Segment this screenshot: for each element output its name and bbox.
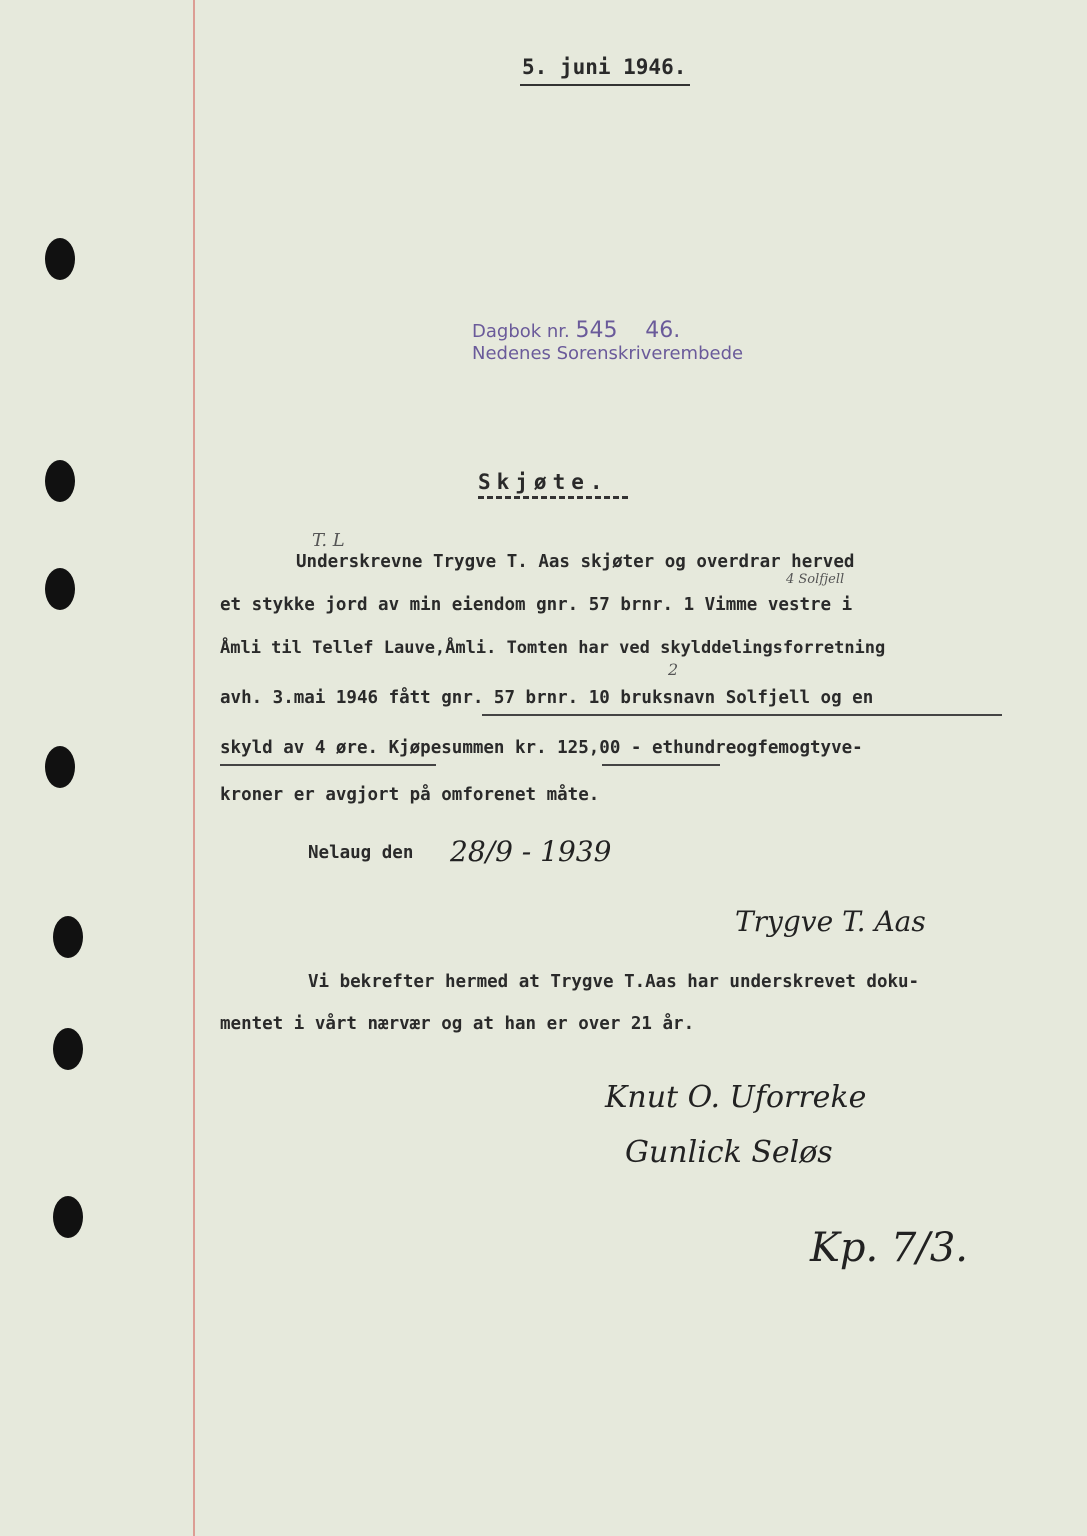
header-date: 5. juni 1946.	[522, 55, 687, 79]
underline-mark	[220, 764, 436, 766]
punch-hole	[45, 460, 75, 502]
witness-line: mentet i vårt nærvær og at han er over 21 år.	[220, 1014, 695, 1034]
body-line: kroner er avgjort på omforenet måte.	[220, 785, 600, 805]
dagbok-year: 46.	[645, 318, 681, 343]
office-stamp: Nedenes Sorenskriverembede	[472, 343, 744, 364]
body-line: et stykke jord av min eiendom gnr. 57 brnr. 1 Vimme vestre i	[220, 595, 853, 615]
annotation-solfjell: 4 Solfjell	[786, 572, 845, 587]
title-underline	[478, 496, 628, 499]
witness-signature: Gunlick Seløs	[625, 1135, 833, 1170]
punch-hole	[45, 238, 75, 280]
body-line: Underskrevne Trygve T. Aas skjøter og overdrar herved	[296, 552, 855, 572]
punch-hole	[45, 746, 75, 788]
initials: Kp. 7/3.	[810, 1225, 969, 1271]
date-underline	[520, 84, 690, 86]
punch-hole	[53, 1196, 83, 1238]
witness-signature: Knut O. Uforreke	[605, 1080, 867, 1115]
underline-mark	[602, 764, 720, 766]
document-title: Skjøte.	[478, 470, 609, 494]
body-line: Åmli til Tellef Lauve,Åmli. Tomten har ved skylddelingsforretning	[220, 638, 886, 658]
dagbok-label: Dagbok nr.	[472, 321, 570, 342]
punch-hole	[45, 568, 75, 610]
witness-line: Vi bekrefter hermed at Trygve T.Aas har underskrevet doku-	[308, 972, 920, 992]
annotation-two: 2	[668, 660, 679, 679]
handwritten-date: 28/9 - 1939	[450, 835, 612, 868]
seller-signature: Trygve T. Aas	[735, 905, 926, 938]
place-label: Nelaug den	[308, 843, 414, 863]
body-line: avh. 3.mai 1946 fått gnr. 57 brnr. 10 bruksnavn Solfjell og en	[220, 688, 874, 708]
punch-hole	[53, 1028, 83, 1070]
dagbok-number: 545	[575, 318, 618, 343]
underline-mark	[482, 714, 1002, 716]
margin-rule	[193, 0, 195, 1536]
annotation-tl: T. L	[312, 530, 345, 551]
body-line: skyld av 4 øre. Kjøpesummen kr. 125,00 - ethundreogfemogtyve-	[220, 738, 863, 758]
dagbok-stamp	[472, 318, 680, 343]
punch-hole	[53, 916, 83, 958]
